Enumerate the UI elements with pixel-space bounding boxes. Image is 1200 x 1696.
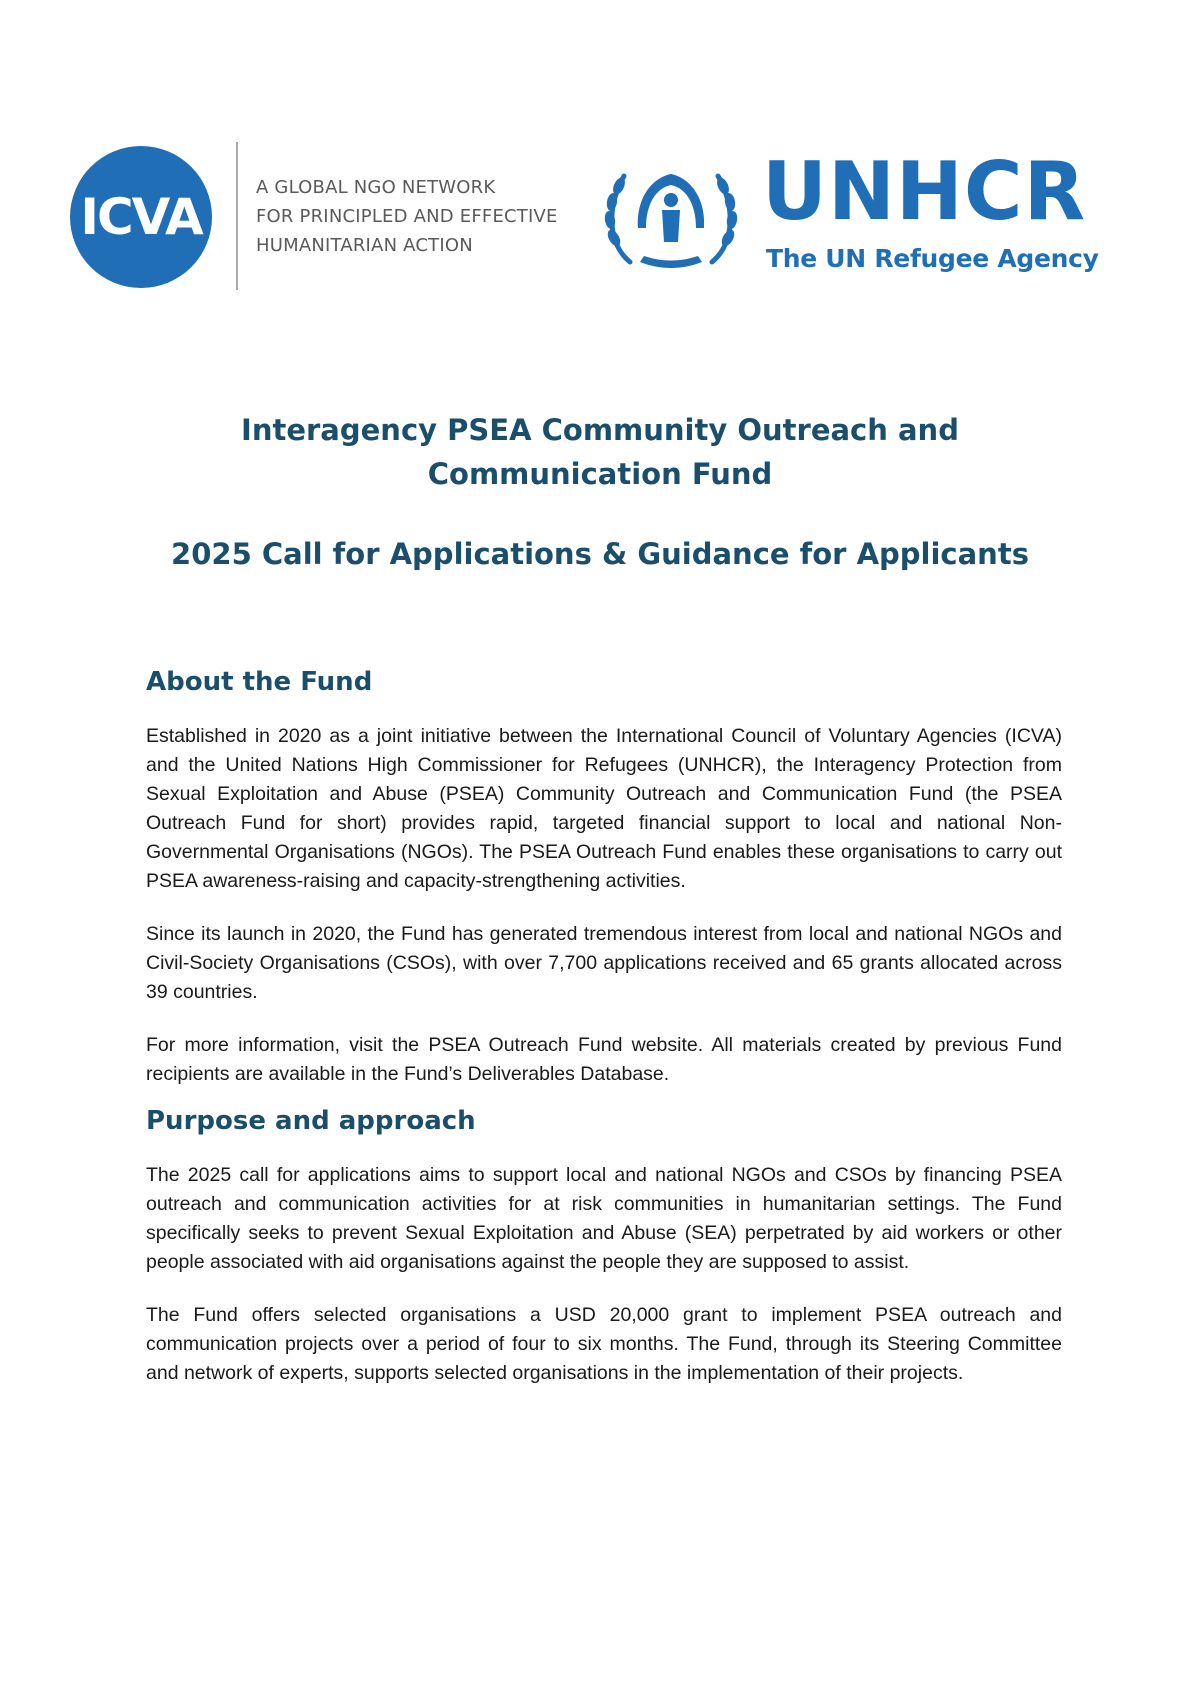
document-subtitle: 2025 Call for Applications & Guidance for Applicants bbox=[171, 537, 1029, 571]
document-title bbox=[100, 408, 1100, 496]
logo-divider bbox=[236, 142, 238, 290]
icva-tagline-line: HUMANITARIAN ACTION bbox=[256, 235, 473, 256]
icva-tagline-line: A GLOBAL NGO NETWORK bbox=[256, 177, 496, 198]
icva-logo bbox=[70, 146, 212, 288]
unhcr-subtitle: The UN Refugee Agency bbox=[766, 244, 1099, 273]
paragraph: For more information, visit the PSEA Outreach Fund website. All materials created by previous Fund recipients are available in the Fund’s Deliverables Database. bbox=[146, 1034, 1062, 1085]
unhcr-wordmark: UNHCR bbox=[762, 145, 1087, 238]
section-heading-about: About the Fund bbox=[146, 667, 373, 697]
section-heading-purpose: Purpose and approach bbox=[146, 1106, 476, 1136]
icva-tagline bbox=[256, 173, 558, 260]
icva-tagline-line: FOR PRINCIPLED AND EFFECTIVE bbox=[256, 206, 558, 227]
paragraph: The 2025 call for applications aims to support local and national NGOs and CSOs by financing PSEA outreach and communication activities for at risk communities in humanitarian settings. The Fund specifically seeks to prevent Sexual Exploitation and Abuse (SEA) perpetrated by aid workers or other people associated with aid organisations against the people they are supposed to assist. bbox=[146, 1164, 1062, 1273]
paragraph: Established in 2020 as a joint initiative between the International Council of Voluntary Agencies (ICVA) and the United Nations High Commissioner for Refugees (UNHCR), the Interagency Protection from Sexual Exploitation and Abuse (PSEA) Community Outreach and Communication Fund (the PSEA Outreach Fund for short) provides rapid, targeted financial support to local and national Non-Governmental Organisations (NGOs). The PSEA Outreach Fund enables these organisations to carry out PSEA awareness-raising and capacity-strengthening activities. bbox=[146, 725, 1062, 892]
document-title-block bbox=[100, 408, 1100, 576]
paragraph: Since its launch in 2020, the Fund has generated tremendous interest from local and national NGOs and Civil-Society Organisations (CSOs), with over 7,700 applications received and 65 grants allocated across 39 countries. bbox=[146, 923, 1062, 1003]
unhcr-emblem-icon bbox=[600, 158, 742, 276]
header-logos bbox=[70, 140, 1130, 300]
icva-logo-mark: ICVA bbox=[80, 188, 202, 246]
document-body bbox=[146, 664, 1062, 1412]
document-title-text: Interagency PSEA Community Outreach and Communication Fund bbox=[241, 413, 959, 491]
paragraph: The Fund offers selected organisations a USD 20,000 grant to implement PSEA outreach and communication projects over a period of four to six months. The Fund, through its Steering Committee and network of experts, supports selected organisations in the implementation of their projects. bbox=[146, 1304, 1062, 1384]
